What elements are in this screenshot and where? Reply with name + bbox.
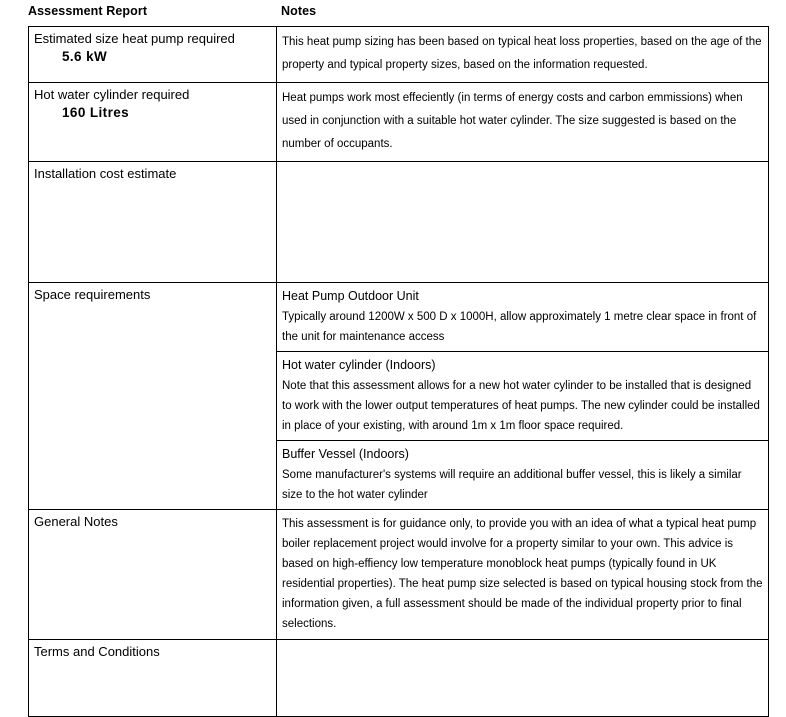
space-block-hot-water-cylinder	[277, 352, 768, 441]
row-value: 160 Litres	[62, 105, 130, 120]
row-space-requirements-notes-cell	[277, 283, 769, 510]
table-row	[29, 283, 769, 510]
block-text: Some manufacturer's systems will require an additional buffer vessel, this is likely a similar size to the hot water cylinder	[282, 469, 742, 501]
row-install-cost-label-cell	[29, 162, 277, 283]
header-cell-report	[28, 4, 276, 24]
block-text: Note that this assessment allows for a new hot water cylinder to be installed that is designed to work with the lower output temperatures of heat pumps. The new cylinder could be installed in place of your existing, with around 1m x 1m floor space required.	[282, 380, 760, 432]
table-row	[29, 162, 769, 283]
report-table	[28, 4, 768, 24]
header-cell-notes	[276, 4, 768, 24]
space-block-outdoor-unit	[277, 283, 768, 352]
table-row	[29, 510, 769, 640]
block-subtitle: Buffer Vessel (Indoors)	[282, 447, 409, 461]
row-install-cost-notes-cell	[277, 162, 769, 283]
block-subtitle: Hot water cylinder (Indoors)	[282, 358, 436, 372]
space-requirement-blocks	[277, 283, 768, 509]
row-title: Space requirements	[34, 287, 151, 302]
row-notes: This assessment is for guidance only, to provide you with an idea of what a typical heat pump boiler replacement project would involve for a property similar to your own. This advice is based on high-effiency low temperature monoblock heat pumps (typically found in UK residential properties). The heat pump size selected is based on typical housing stock from the information given, a full assessment should be made of the individual property prior to final selections.	[282, 518, 763, 630]
row-title: Estimated size heat pump required	[34, 31, 235, 46]
table-row	[29, 640, 769, 717]
row-cylinder-label-cell	[29, 83, 277, 162]
row-terms-label-cell	[29, 640, 277, 717]
row-title: Installation cost estimate	[34, 166, 177, 181]
block-subtitle: Heat Pump Outdoor Unit	[282, 289, 419, 303]
table-header-row	[28, 4, 768, 24]
header-label-report: Assessment Report	[28, 4, 148, 18]
row-title: General Notes	[34, 514, 118, 529]
row-notes: This heat pump sizing has been based on typical heat loss properties, based on the age of the property and typical property sizes, based on the information requested.	[282, 36, 762, 71]
row-general-notes-notes-cell	[277, 510, 769, 640]
row-title: Hot water cylinder required	[34, 87, 190, 102]
table-row	[29, 27, 769, 83]
report-body-table	[28, 26, 769, 717]
row-value: 5.6 kW	[62, 49, 108, 64]
space-block-buffer-vessel	[277, 441, 768, 510]
row-space-requirements-label-cell	[29, 283, 277, 510]
row-title: Terms and Conditions	[34, 644, 160, 659]
row-heat-pump-size-label-cell	[29, 27, 277, 83]
row-terms-notes-cell	[277, 640, 769, 717]
block-text: Typically around 1200W x 500 D x 1000H, allow approximately 1 metre clear space in front of the unit for maintenance access	[282, 311, 757, 343]
header-label-notes: Notes	[281, 4, 317, 18]
table-row	[29, 83, 769, 162]
row-heat-pump-size-notes-cell	[277, 27, 769, 83]
row-notes: Heat pumps work most effeciently (in terms of energy costs and carbon emmissions) when used in conjunction with a suitable hot water cylinder. The size suggested is based on the number of occupants.	[282, 92, 743, 150]
row-general-notes-label-cell	[29, 510, 277, 640]
row-cylinder-notes-cell	[277, 83, 769, 162]
